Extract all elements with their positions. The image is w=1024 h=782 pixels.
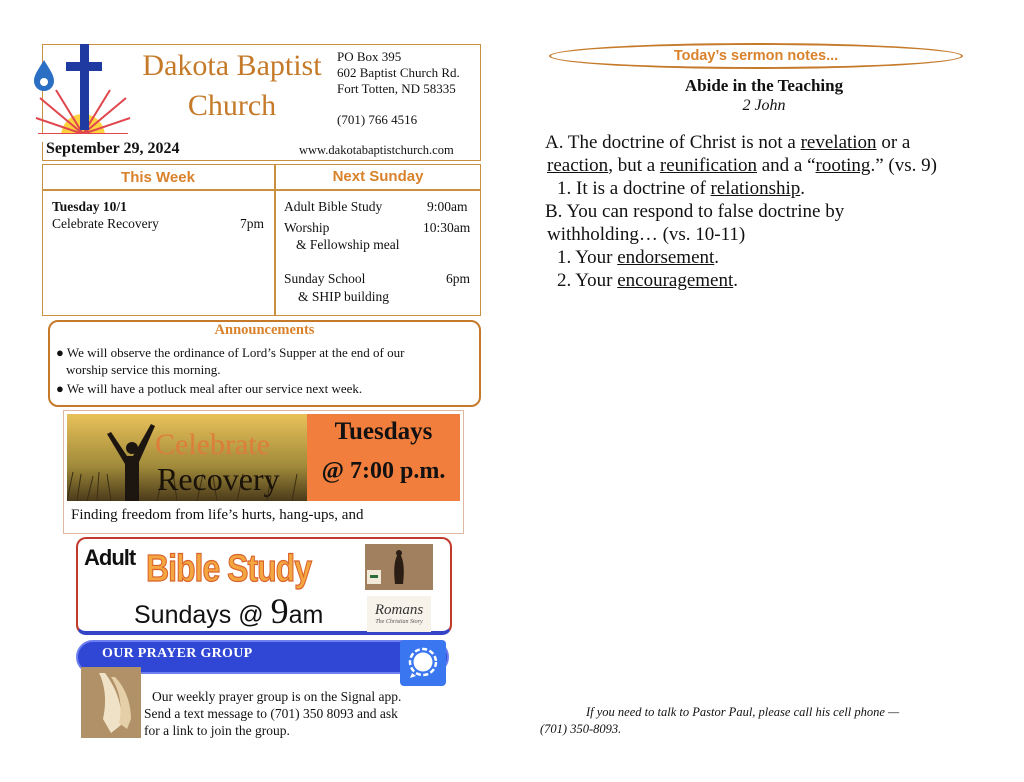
celebrate-word: Celebrate — [155, 428, 270, 461]
sermon-point-b: B. You can respond to false doctrine by — [545, 201, 845, 222]
book-cover-image — [365, 544, 433, 590]
announcement-item — [56, 344, 476, 361]
this-week-event: Celebrate Recovery — [52, 216, 159, 231]
book-subtitle: The Christian Story — [375, 619, 423, 625]
celebrate-recovery-time: @ 7:00 p.m. — [321, 458, 446, 484]
note-text: .” (vs. 9) — [870, 155, 937, 176]
note-text: and a “ — [756, 155, 816, 176]
bible-study-when — [134, 590, 323, 632]
sermon-point-b-cont: withholding… (vs. 10-11) — [547, 224, 746, 245]
note-text: or a — [876, 132, 911, 153]
church-name — [134, 48, 330, 124]
schedule-header-line — [42, 189, 481, 191]
this-week-heading: This Week — [121, 169, 195, 186]
note-blank: relationship — [710, 178, 801, 199]
sermon-point-b1 — [557, 246, 719, 269]
address-line: PO Box 395 — [337, 49, 402, 64]
next-item-time: 10:30am — [423, 220, 471, 235]
church-phone: (701) 766 4516 — [337, 112, 418, 127]
sermon-header: Today’s sermon notes... — [673, 48, 839, 64]
sermon-point-a-cont — [547, 154, 937, 177]
praying-hands-image — [81, 667, 141, 738]
note-text: A. The doctrine of Christ is not a — [545, 132, 801, 153]
schedule-divider — [274, 164, 276, 316]
address-line: Fort Totten, ND 58335 — [337, 81, 456, 96]
sermon-point-b2 — [557, 269, 738, 292]
announcement-text: worship service this morning. — [66, 362, 221, 377]
note-blank: reunification — [659, 155, 757, 176]
next-sunday-heading: Next Sunday — [332, 168, 424, 185]
note-text: 2. Your — [557, 270, 618, 291]
bullet-icon: ● — [56, 345, 64, 360]
note-text: . — [800, 178, 805, 199]
church-name-line1: Dakota Baptist — [142, 49, 322, 82]
prayer-text-line: for a link to join the group. — [144, 723, 290, 738]
next-item-label: Sunday School — [284, 271, 366, 286]
celebrate-recovery-image — [67, 414, 307, 501]
next-item-label: & SHIP building — [298, 289, 390, 304]
this-week-time: 7pm — [240, 216, 265, 231]
next-item-time: 6pm — [446, 271, 471, 286]
signal-app-icon — [400, 640, 446, 686]
church-name-line2: Church — [187, 89, 277, 122]
recovery-word: Recovery — [157, 461, 280, 497]
note-blank: revelation — [800, 132, 877, 153]
address-line: 602 Baptist Church Rd. — [337, 65, 460, 80]
sermon-reference: 2 John — [742, 97, 786, 114]
next-item-label: Adult Bible Study — [284, 199, 383, 214]
prayer-group-text — [144, 688, 454, 739]
church-website: www.dakotabaptistchurch.com — [299, 143, 454, 157]
pastor-contact — [540, 704, 960, 738]
announcements-title: Announcements — [214, 322, 315, 338]
next-item-time: 9:00am — [427, 199, 468, 214]
note-blank: endorsement — [617, 247, 715, 268]
note-text: . — [714, 247, 720, 268]
next-item-label: Worship — [284, 220, 330, 235]
sermon-title: Abide in the Teaching — [684, 76, 844, 95]
when-suffix: am — [288, 601, 324, 629]
announcement-text: We will observe the ordinance of Lord’s Supper at the end of our — [66, 345, 405, 360]
prayer-text-line: Send a text message to (701) 350 8093 and ask — [144, 706, 398, 721]
sermon-point-a1 — [557, 177, 805, 200]
bible-study-adult: Adult — [84, 545, 136, 570]
announcement-text: We will have a potluck meal after our service next week. — [66, 381, 363, 396]
church-logo — [28, 42, 138, 142]
bulletin-date: September 29, 2024 — [46, 140, 180, 157]
pastor-contact-line: If you need to talk to Pastor Paul, please call his cell phone — — [586, 705, 900, 719]
schedule-table — [42, 164, 481, 316]
prayer-text-line: Our weekly prayer group is on the Signal app. — [152, 689, 402, 704]
pastor-contact-line: (701) 350-8093. — [540, 722, 622, 736]
this-week-day: Tuesday 10/1 — [52, 199, 127, 214]
celebrate-recovery-day: Tuesdays — [334, 418, 433, 445]
sermon-point-a — [545, 131, 910, 154]
book-title: Romans — [374, 602, 424, 618]
note-blank: rooting — [815, 155, 871, 176]
note-blank: reaction — [547, 155, 609, 176]
note-text: . — [733, 270, 739, 291]
next-item-label: & Fellowship meal — [296, 237, 400, 252]
note-text: 1. It is a doctrine of — [557, 178, 711, 199]
when-prefix: Sundays @ — [134, 601, 271, 629]
romans-book-cover — [367, 596, 431, 632]
celebrate-recovery-caption: Finding freedom from life’s hurts, hang-ups, and — [71, 507, 364, 523]
bullet-icon: ● — [56, 381, 64, 396]
note-blank: encouragement — [617, 270, 734, 291]
when-number: 9 — [270, 591, 289, 631]
prayer-group-title: OUR PRAYER GROUP — [102, 646, 253, 661]
note-text: , but a — [608, 155, 660, 176]
bible-study-title: Bible Study — [146, 546, 312, 590]
note-text: 1. Your — [557, 247, 618, 268]
church-address — [337, 49, 460, 97]
announcement-item — [56, 380, 476, 397]
